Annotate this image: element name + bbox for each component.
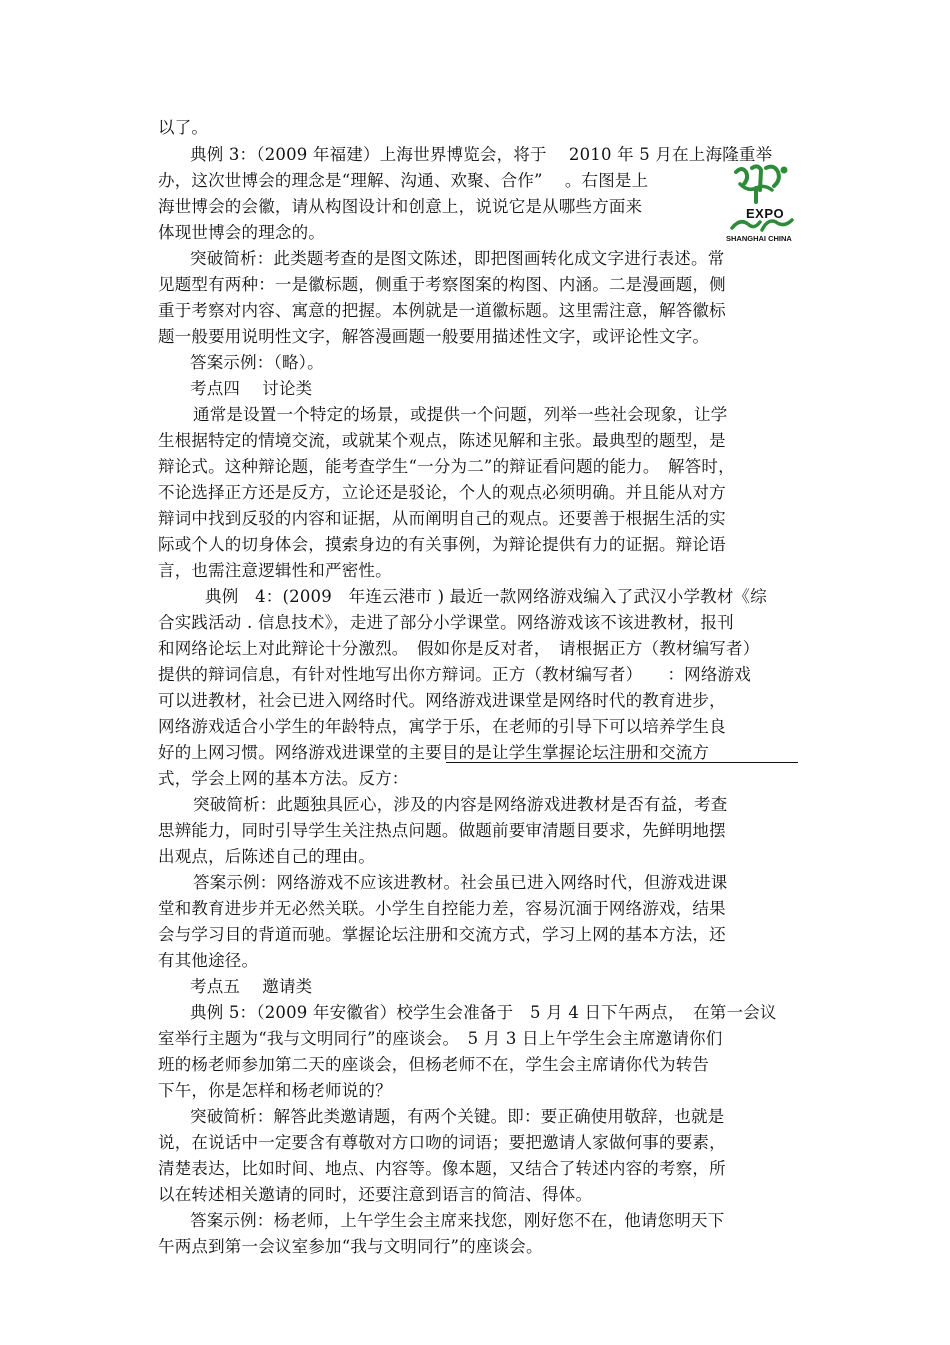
text-line: 体现世博会的理念的。 — [158, 223, 325, 242]
text-line: 午两点到第一会议室参加“我与文明同行”的座谈会。 — [158, 1237, 543, 1256]
text-line: 突破简析：此类题考查的是图文陈述，即把图画转化成文字进行表述。常 — [190, 249, 725, 268]
text-line: 好的上网习惯。网络游戏进课堂的主要目的是让学生掌握论坛注册和交流方 — [158, 743, 710, 762]
expo-logo — [726, 162, 802, 248]
text-line: 见题型有两种：一是徽标题，侧重于考察图案的构图、内涵。二是漫画题，侧 — [158, 275, 726, 294]
text-line: 重于考察对内容、寓意的把握。本例就是一道徽标题。这里需注意，解答徽标 — [158, 301, 726, 320]
text-line: 合实践活动 . 信息技术》，走进了部分小学课堂。网络游戏该不该进教材，报刊 — [158, 613, 734, 632]
text-line: 下午，你是怎样和杨老师说的？ — [158, 1081, 392, 1100]
text-line: 突破简析：解答此类邀请题，有两个关键。即：要正确使用敬辞，也就是 — [190, 1107, 725, 1126]
text-line: 突破简析：此题独具匠心，涉及的内容是网络游戏进教材是否有益，考查 — [193, 795, 728, 814]
text-line: 答案示例：网络游戏不应该进教材。社会虽已进入网络时代，但游戏进课 — [193, 873, 728, 892]
text-line: 会与学习目的背道而驰。掌握论坛注册和交流方式，学习上网的基本方法，还 — [158, 925, 726, 944]
expo-logo-word: EXPO — [746, 206, 785, 221]
text-line: 出观点，后陈述自己的理由。 — [158, 847, 376, 866]
text-line: 海世博会的会徽，请从构图设计和创意上，说说它是从哪些方面来 — [158, 197, 643, 216]
text-line: 网络游戏适合小学生的年龄特点，寓学于乐，在老师的引导下可以培养学生良 — [158, 717, 726, 736]
text-line: 式，学会上网的基本方法。反方： — [158, 769, 409, 788]
text-line: 可以进教材，社会已进入网络时代。网络游戏进课堂是网络时代的教育进步， — [158, 691, 726, 710]
expo-logo-subtitle: SHANGHAI CHINA — [726, 234, 792, 243]
text-line: 有其他途径。 — [158, 951, 259, 970]
text-line: 思辨能力，同时引导学生关注热点问题。做题前要审清题目要求，先鲜明地摆 — [158, 821, 726, 840]
text-line: 答案示例：杨老师，上午学生会主席来找您，刚好您不在，他请您明天下 — [190, 1211, 725, 1230]
text-line: 以了。 — [158, 118, 209, 137]
text-line: 室举行主题为“我与文明同行”的座谈会。 5 月 3 日上午学生会主席邀请你们 — [158, 1029, 723, 1048]
text-line: 生根据特定的情境交流，或就某个观点，陈述见解和主张。最典型的题型，是 — [158, 431, 726, 450]
text-line: 题一般要用说明性文字，解答漫画题一般要用描述性文字，或评论性文字。 — [158, 327, 710, 346]
text-line: 以在转述相关邀请的同时，还要注意到语言的简洁、得体。 — [158, 1185, 593, 1204]
section-heading: 考点四 讨论类 — [190, 379, 313, 398]
text-line: 辩论式。这种辩论题，能考查学生“一分为二”的辩证看问题的能力。 解答时， — [158, 457, 735, 476]
text-line: 典例 5：（2009 年安徽省）校学生会准备于 5 月 4 日下午两点， 在第一会议 — [190, 1003, 777, 1022]
text-line: 际或个人的切身体会，摸索身边的有关事例，为辩论提供有力的证据。辩论语 — [158, 535, 726, 554]
text-line: 言，也需注意逻辑性和严密性。 — [158, 561, 392, 580]
text-line: 班的杨老师参加第二天的座谈会，但杨老师不在，学生会主席请你代为转告 — [158, 1055, 710, 1074]
text-line: 和网络论坛上对此辩论十分激烈。 假如你是反对者， 请根据正方（教材编写者） — [158, 639, 760, 658]
text-line: 堂和教育进步并无必然关联。小学生自控能力差，容易沉湎于网络游戏，结果 — [158, 899, 726, 918]
text-line: 提供的辩词信息，有针对性地写出你方辩词。正方（教材编写者） ：网络游戏 — [158, 665, 751, 684]
text-line: 典例 3：（2009 年福建）上海世界博览会，将于 2010 年 5 月在上海隆重举 — [190, 145, 773, 164]
answer-blank-line — [446, 762, 798, 763]
text-line: 典例 4：(2009 年连云港市 ) 最近一款网络游戏编入了武汉小学教材《综 — [205, 587, 767, 606]
text-line: 辩词中找到反驳的内容和证据，从而阐明自己的观点。还要善于根据生活的实 — [158, 509, 726, 528]
text-line: 清楚表达，比如时间、地点、内容等。像本题，又结合了转述内容的考察，所 — [158, 1159, 726, 1178]
text-line: 不论选择正方还是反方，立论还是驳论，个人的观点必须明确。并且能从对方 — [158, 483, 726, 502]
text-line: 办，这次世博会的理念是“理解、沟通、欢聚、合作” 。右图是上 — [158, 171, 649, 190]
text-line: 说，在说话中一定要含有尊敬对方口吻的词语；要把邀请人家做何事的要素， — [158, 1133, 726, 1152]
section-heading: 考点五 邀请类 — [190, 977, 313, 996]
text-line: 通常是设置一个特定的场景，或提供一个问题，列举一些社会现象，让学 — [193, 405, 728, 424]
text-line: 答案示例：（略）。 — [190, 353, 324, 372]
